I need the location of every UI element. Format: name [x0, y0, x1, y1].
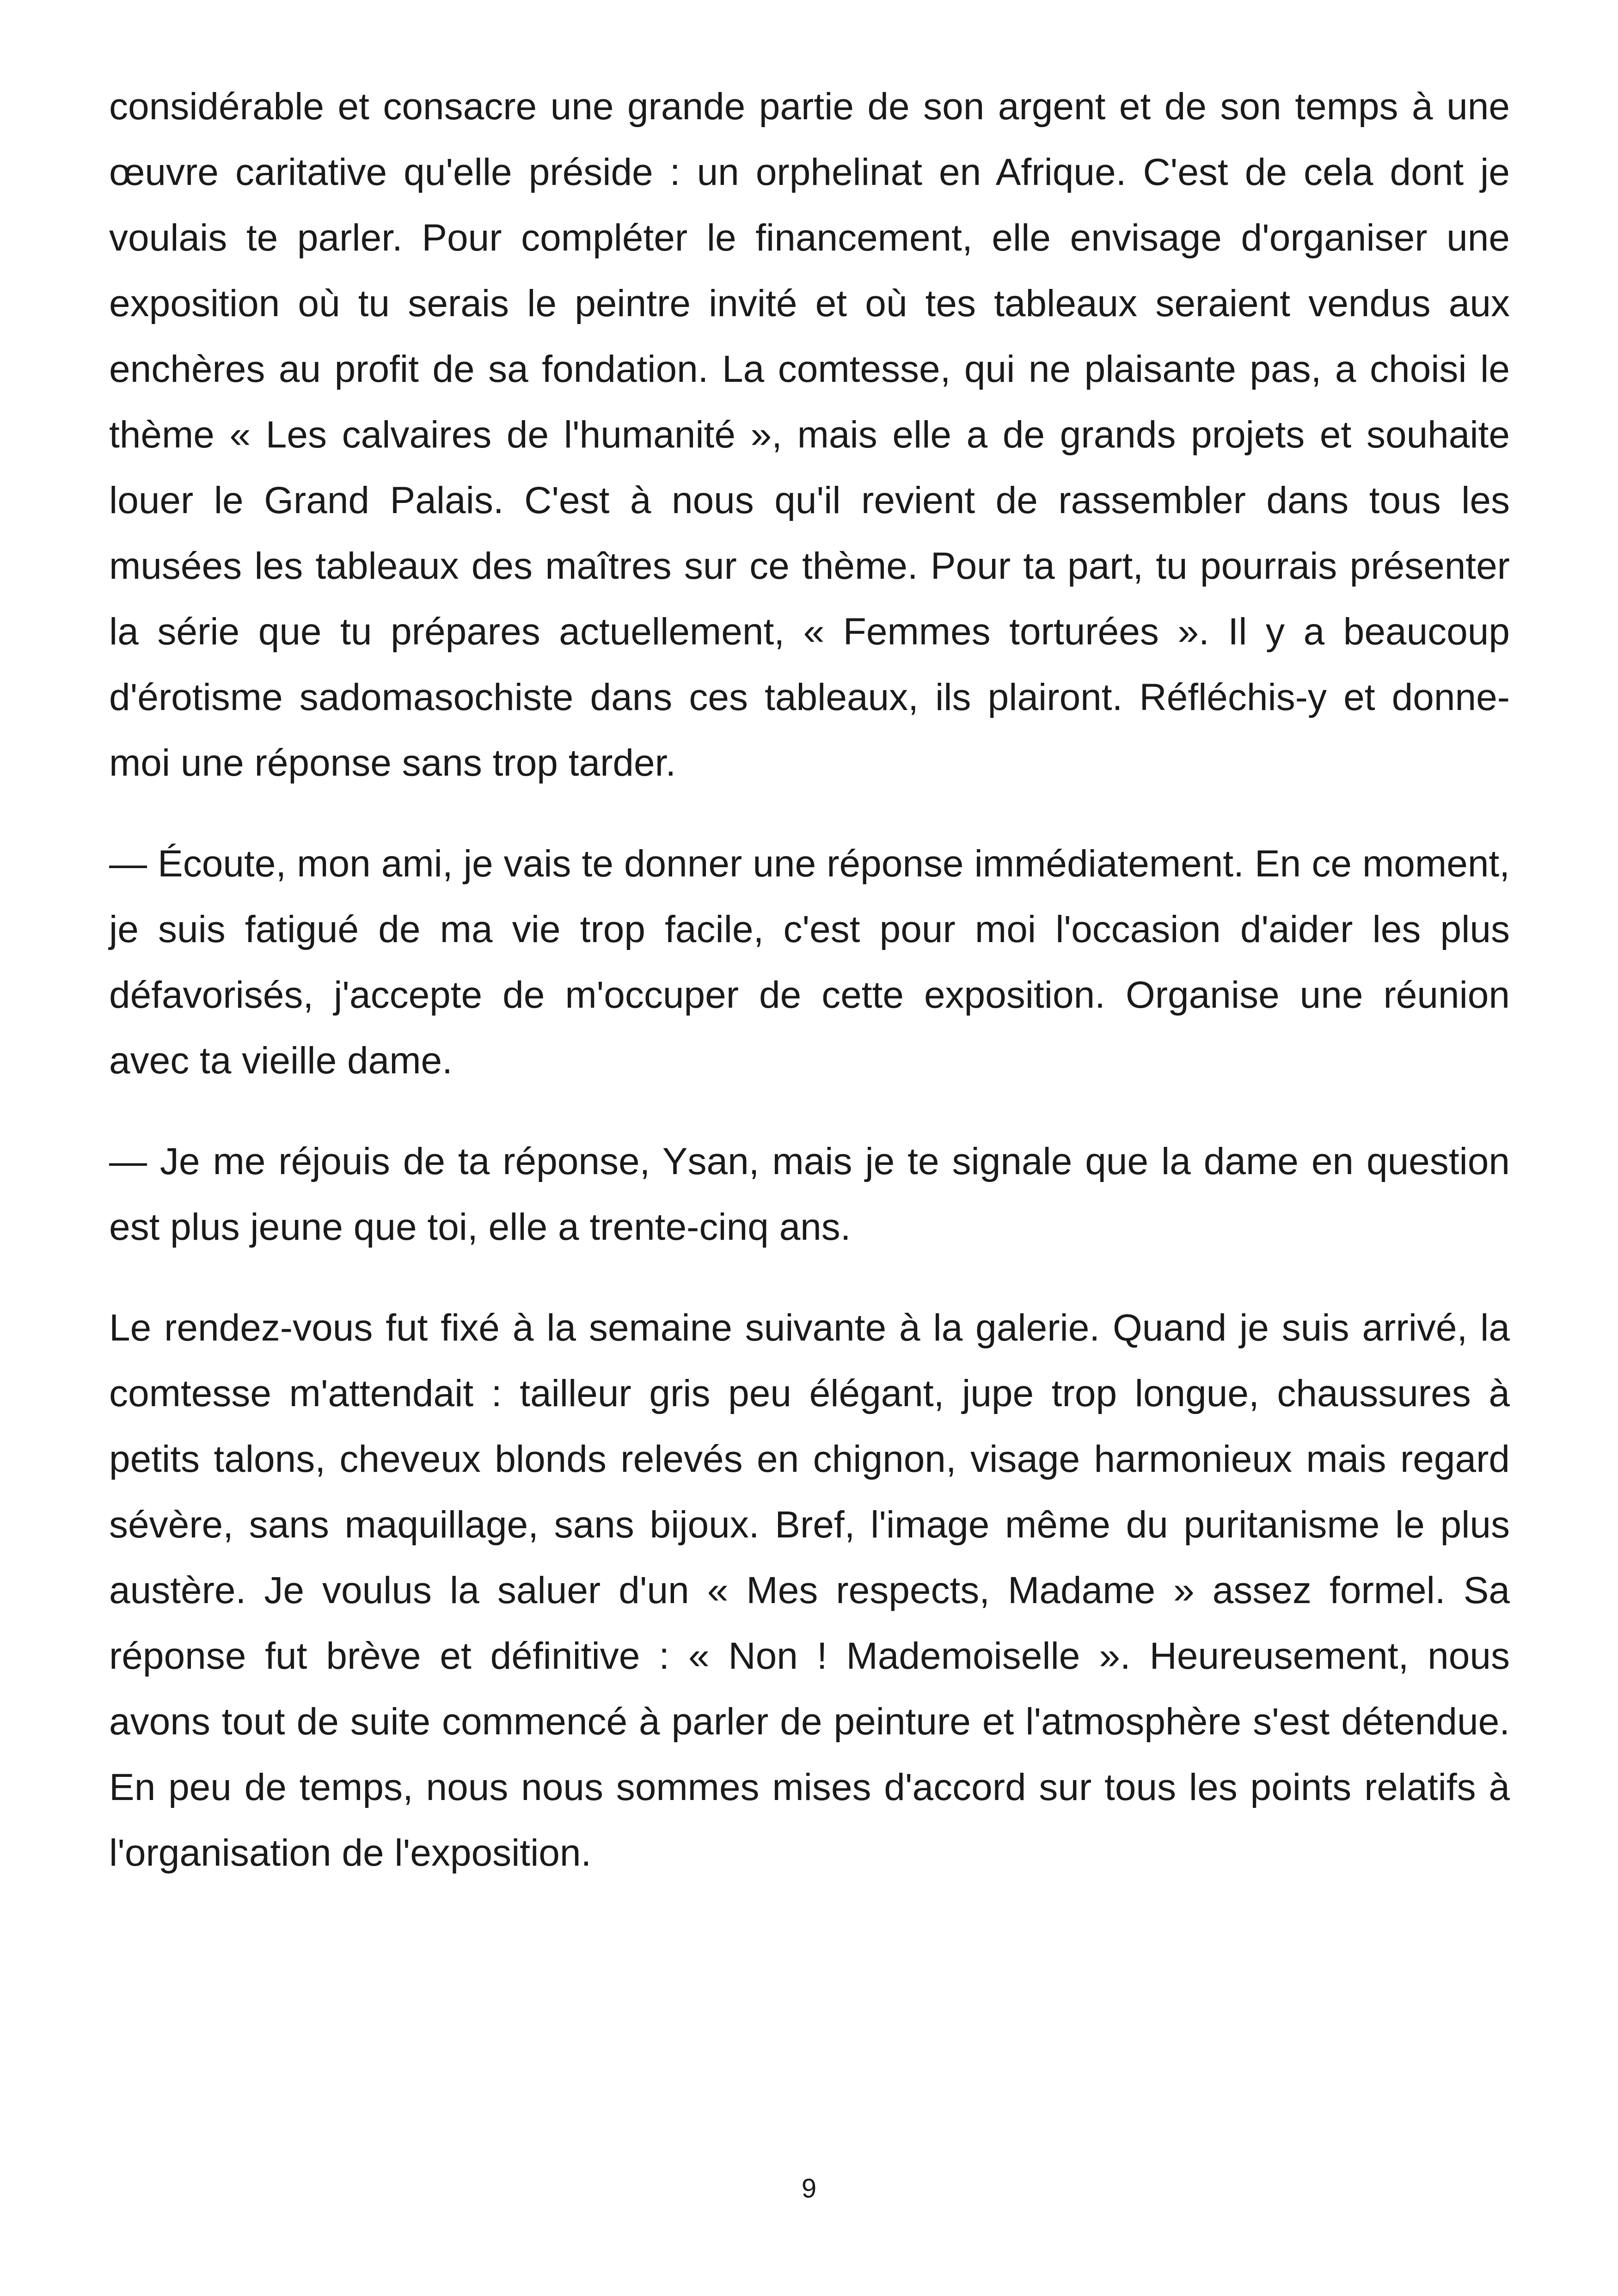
paragraph-2: — Écoute, mon ami, je vais te donner une réponse immédiatement. En ce moment, je suis fatigué de ma vie trop facile, c'est pour moi l'occasion d'aider les plus défavorisés, j'accepte de m'occuper de cette exposition. Organise une réunion avec ta vieille dame.: [109, 843, 1510, 1082]
body-text: [109, 74, 1510, 1886]
paragraph-3: — Je me réjouis de ta réponse, Ysan, mais je te signale que la dame en question est plus jeune que toi, elle a trente-cinq ans.: [109, 1140, 1510, 1248]
paragraph-1: considérable et consacre une grande partie de son argent et de son temps à une œuvre caritative qu'elle préside : un orphelinat en Afrique. C'est de cela dont je voulais te parler. Pour compléter le financement, elle envisage d'organiser une exposition où tu serais le peintre invité et où tes tableaux seraient vendus aux enchères au profit de sa fondation. La comtesse, qui ne plaisante pas, a choisi le thème « Les calvaires de l'humanité », mais elle a de grands projets et souhaite louer le Grand Palais. C'est à nous qu'il revient de rassembler dans tous les musées les tableaux des maîtres sur ce thème. Pour ta part, tu pourrais présenter la série que tu prépares actuellement, « Femmes torturées ». Il y a beaucoup d'érotisme sadomasochiste dans ces tableaux, ils plairont. Réfléchis-y et donne-moi une réponse sans trop tarder.: [109, 86, 1510, 784]
page-number: 9: [801, 2174, 817, 2204]
paragraph-4: Le rendez-vous fut fixé à la semaine suivante à la galerie. Quand je suis arrivé, la comtesse m'attendait : tailleur gris peu élégant, jupe trop longue, chaussures à petits talons, cheveux blonds relevés en chignon, visage harmonieux mais regard sévère, sans maquillage, sans bijoux. Bref, l'image même du puritanisme le plus austère. Je voulus la saluer d'un « Mes respects, Madame » assez formel. Sa réponse fut brève et définitive : « Non ! Mademoiselle ». Heureusement, nous avons tout de suite commencé à parler de peinture et l'atmosphère s'est détendue. En peu de temps, nous nous sommes mises d'accord sur tous les points relatifs à l'organisation de l'exposition.: [109, 1307, 1510, 1874]
